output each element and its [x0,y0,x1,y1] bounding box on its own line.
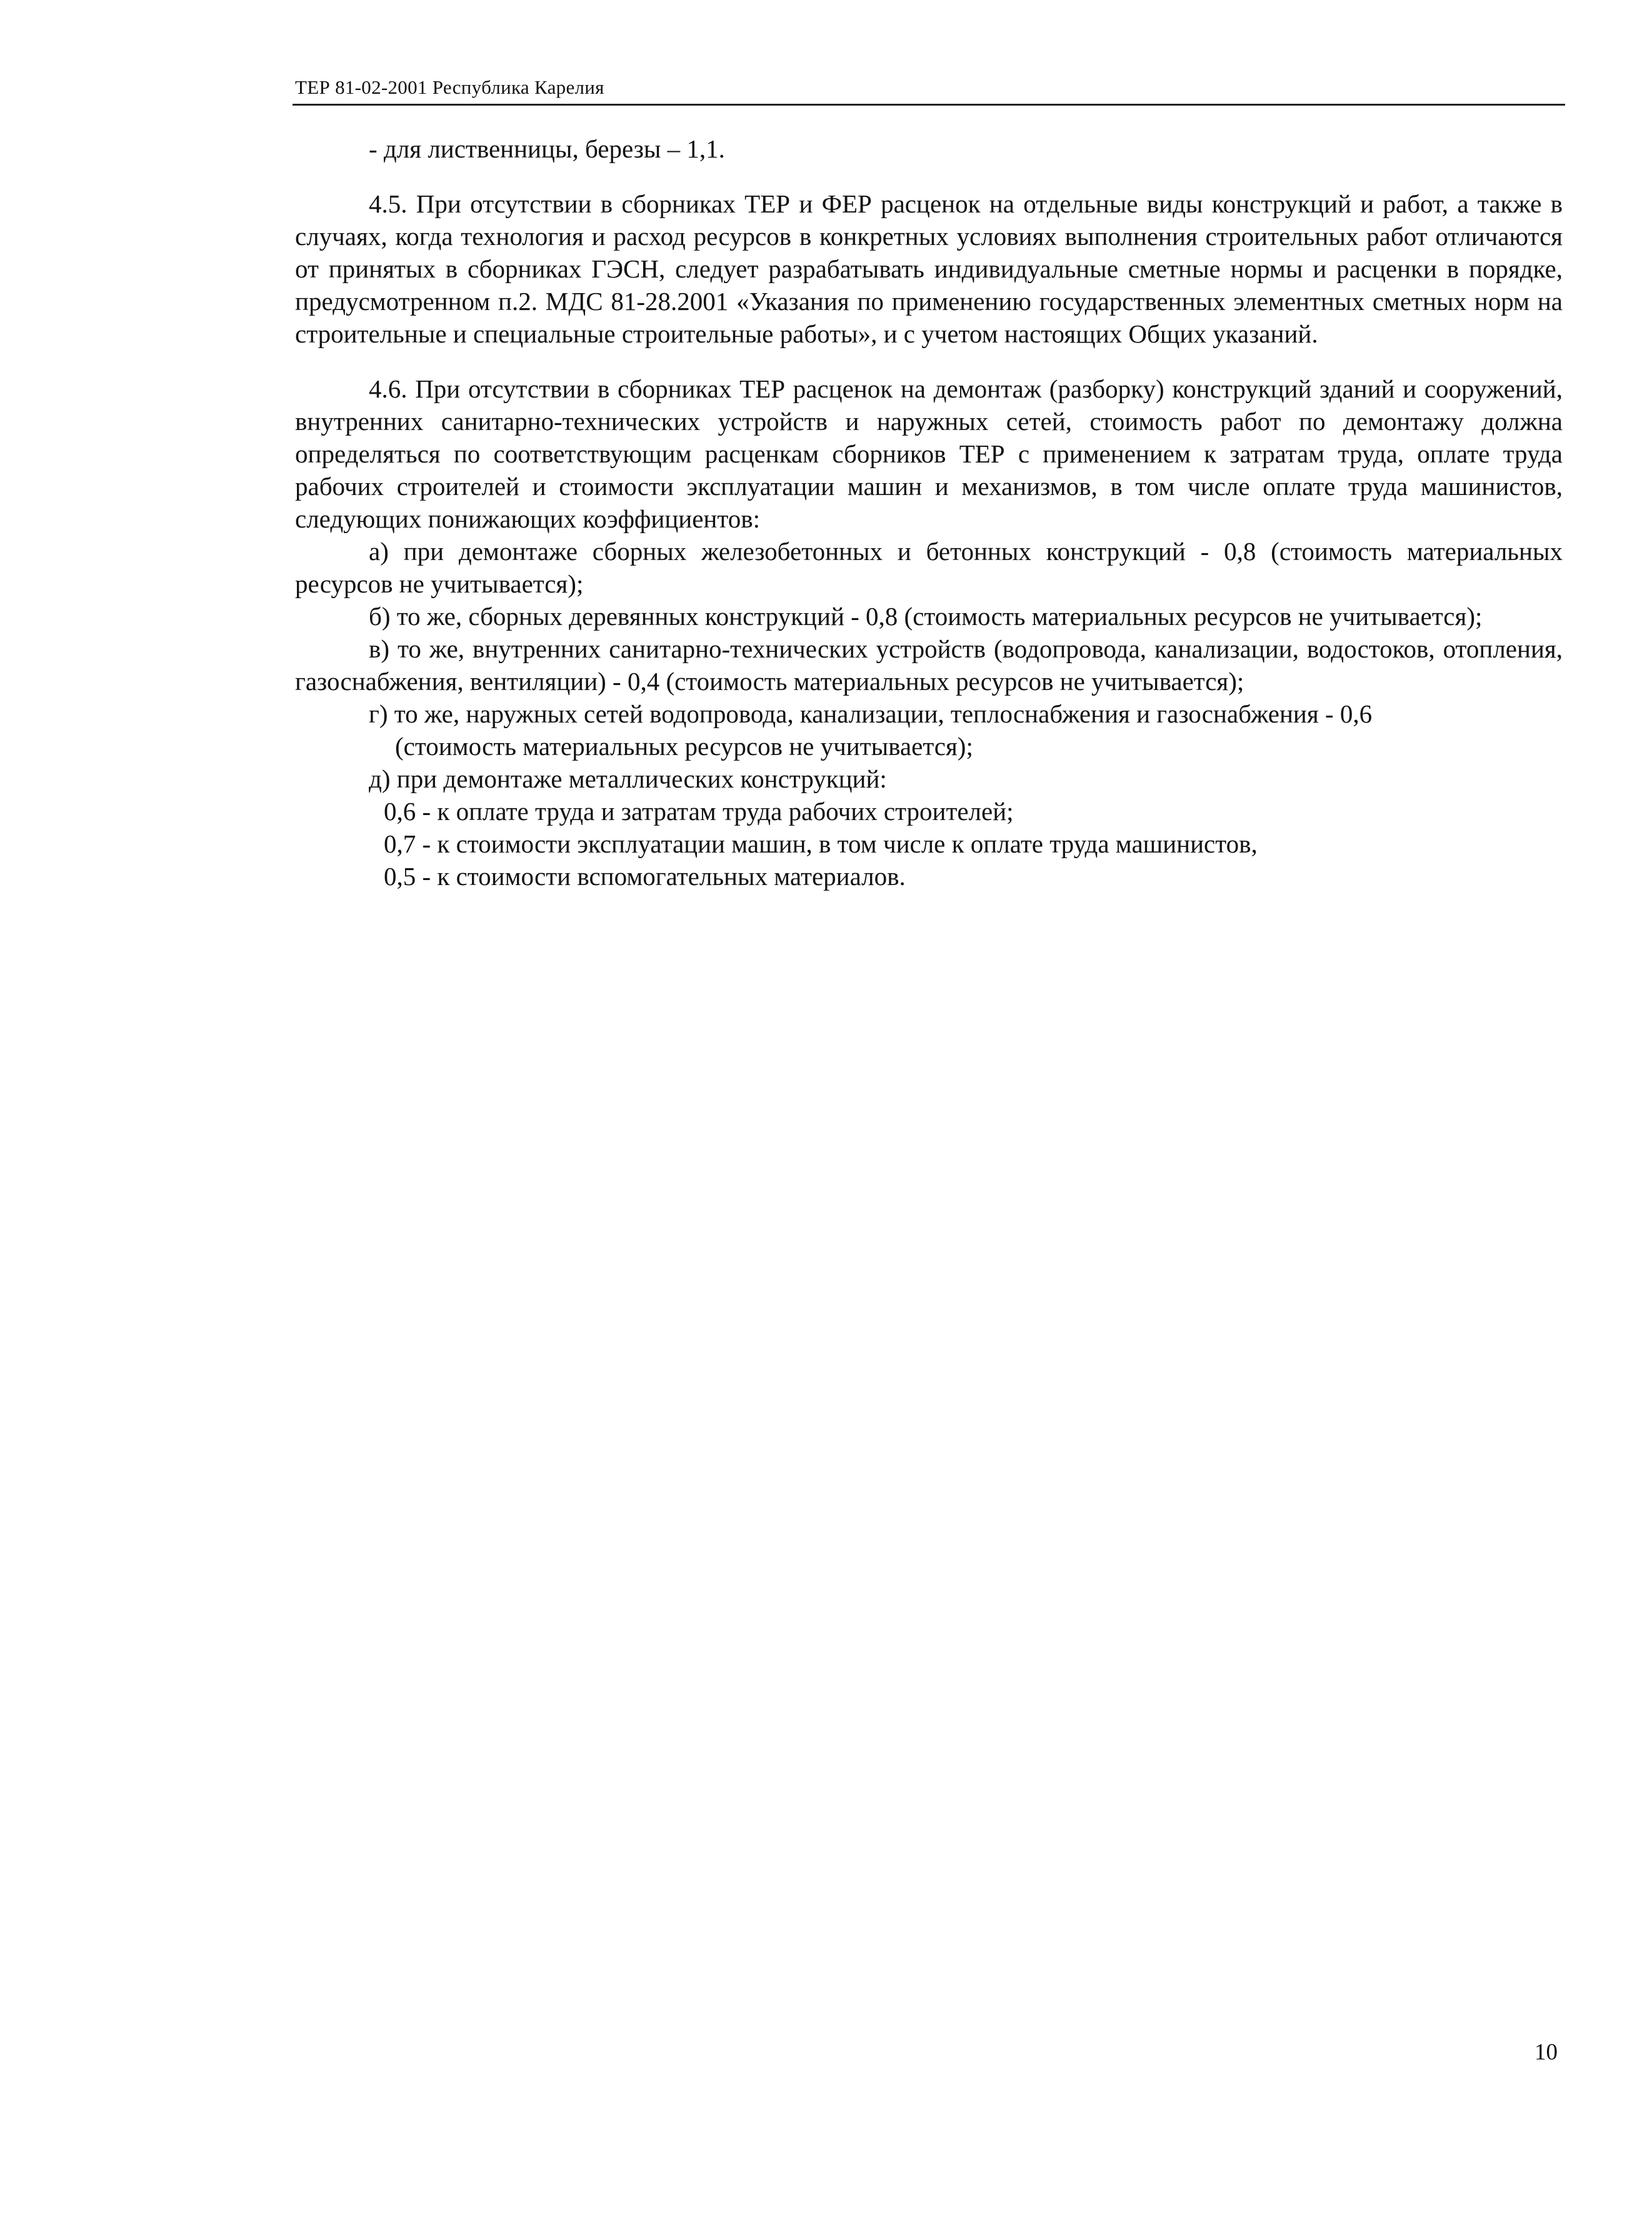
page-number: 10 [1534,2039,1558,2065]
list-item-v: в) то же, внутренних санитарно-технических устройств (водопровода, канализации, водостоков, отопления, газоснабжения, вентиляции) - 0,4 (стоимость материальных ресурсов не учитывается); [295,634,1563,696]
running-header: ТЕР 81-02-2001 Республика Карелия [295,76,604,98]
list-item-g-continuation: (стоимость материальных ресурсов не учитывается); [395,732,973,761]
coefficient-line-1: 0,6 - к оплате труда и затратам труда рабочих строителей; [384,797,1014,826]
paragraph-4-6: 4.6. При отсутствии в сборниках ТЕР расценок на демонтаж (разборку) конструкций зданий и сооружений, внутренних санитарно-технических устройств и наружных сетей, стоимость работ по демонтажу должна определяться по соответствующим расценкам сборников ТЕР с применением к затратам труда, оплате труда рабочих строителей и стоимости эксплуатации машин и механизмов, в том числе оплате труда машинистов, следующих понижающих коэффициентов: [295,374,1563,533]
coefficient-line-3: 0,5 - к стоимости вспомогательных материалов. [384,862,906,891]
header-divider [293,104,1565,106]
list-item-g: г) то же, наружных сетей водопровода, канализации, теплоснабжения и газоснабжения - 0,6 [369,699,1373,728]
intro-line: - для лиственницы, березы – 1,1. [369,134,725,163]
paragraph-4-5: 4.5. При отсутствии в сборниках ТЕР и ФЕР расценок на отдельные виды конструкций и работ, а также в случаях, когда технология и расход ресурсов в конкретных условиях выполнения строительных работ отличаются от принятых в сборниках ГЭСН, следует разрабатывать индивидуальные сметные нормы и расценки в порядке, предусмотренном п.2. МДС 81-28.2001 «Указания по применению государственных элементных сметных норм на строительные и специальные строительные работы», и с учетом настоящих Общих указаний. [295,189,1563,348]
coefficient-line-2: 0,7 - к стоимости эксплуатации машин, в том числе к оплате труда машинистов, [384,829,1258,858]
document-body [295,133,1563,893]
list-item-d: д) при демонтаже металлических конструкций: [369,764,887,793]
list-item-a: а) при демонтаже сборных железобетонных и бетонных конструкций - 0,8 (стоимость материальных ресурсов не учитывается); [295,537,1563,598]
list-item-b: б) то же, сборных деревянных конструкций - 0,8 (стоимость материальных ресурсов не учитывается); [369,602,1483,631]
